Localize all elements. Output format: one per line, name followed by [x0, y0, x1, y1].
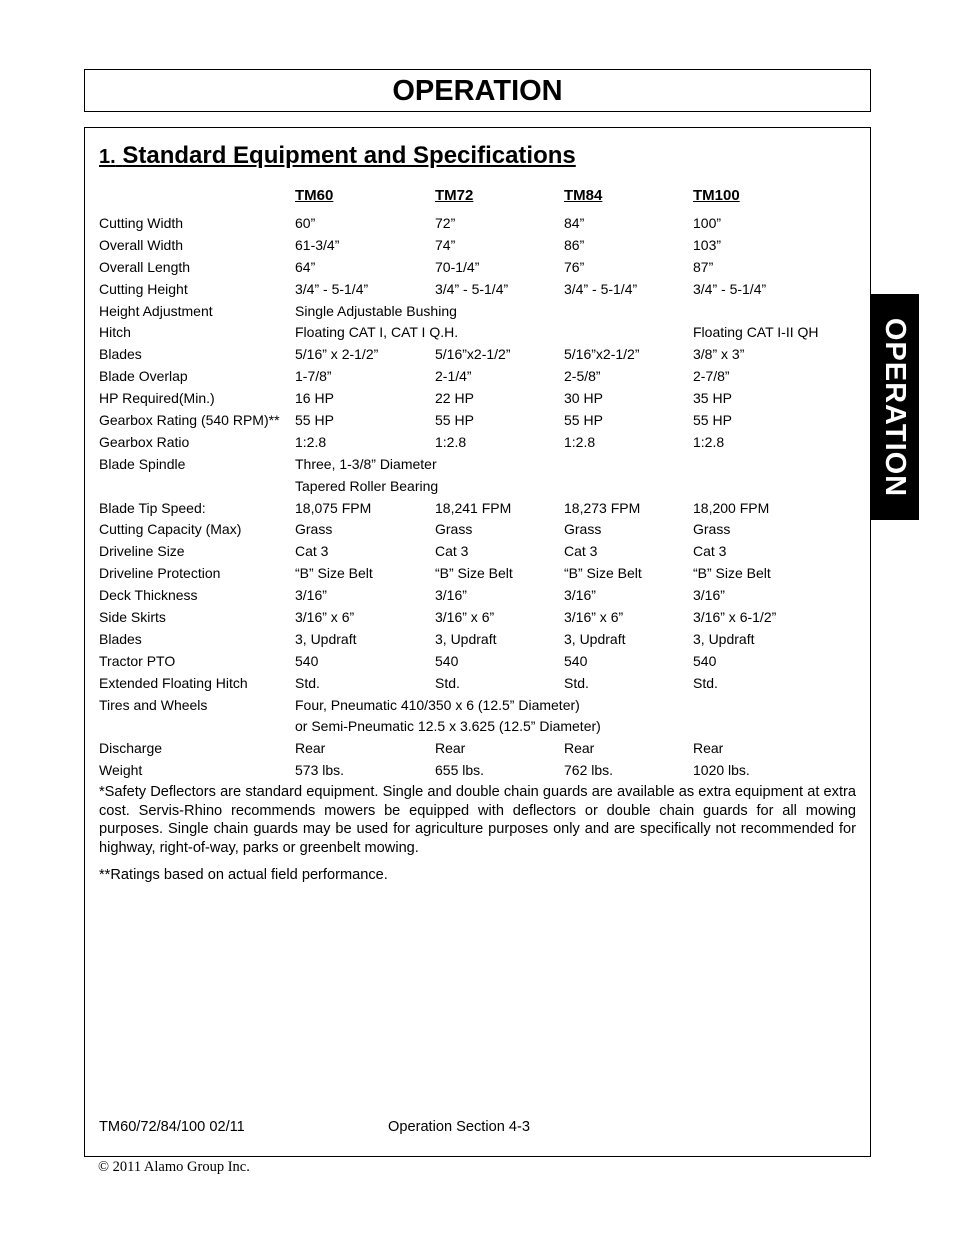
page-header-title: OPERATION: [392, 75, 563, 107]
spec-row: [85, 279, 870, 301]
spec-value-tm84: 3/4” - 5-1/4”: [564, 280, 638, 297]
spec-label: Blades: [99, 630, 142, 647]
spec-label: Blade Overlap: [99, 368, 188, 385]
spec-value-tm60: 3, Updraft: [295, 630, 357, 647]
spec-value-tm60: 60”: [295, 215, 316, 231]
spec-value-tm84: 76”: [564, 258, 585, 275]
spec-value-tm84: Cat 3: [564, 543, 598, 560]
spec-row: [85, 476, 870, 498]
spec-value-tm100: 1:2.8: [693, 433, 725, 450]
spec-value-tm72: 5/16”x2-1/2”: [435, 346, 511, 363]
spec-row: [85, 519, 870, 541]
spec-label: Blades: [99, 346, 142, 363]
spec-value-tm84: 86”: [564, 236, 585, 253]
spec-value-tm72: 3, Updraft: [435, 630, 497, 647]
spec-value-tm100: 1020 lbs.: [693, 762, 750, 779]
spec-value-tm72: 540: [435, 652, 459, 669]
spec-value-tm100: Cat 3: [693, 543, 727, 560]
spec-value-tm100: Std.: [693, 674, 718, 691]
spec-label: Blade Spindle: [99, 455, 186, 472]
spec-value-tm60: “B” Size Belt: [295, 565, 373, 582]
spec-label: Cutting Height: [99, 280, 188, 297]
spec-row: [85, 498, 870, 520]
spec-value-tm60: 3/4” - 5-1/4”: [295, 280, 369, 297]
spec-value-tm100: 3/4” - 5-1/4”: [693, 280, 767, 297]
spec-value-tm72: “B” Size Belt: [435, 565, 513, 582]
spec-label: Tires and Wheels: [99, 696, 208, 713]
spec-value-tm72: Grass: [435, 521, 473, 538]
spec-value-tm100: 2-7/8”: [693, 368, 730, 385]
spec-value-tm100: 18,200 FPM: [693, 499, 770, 516]
spec-row: [85, 366, 870, 388]
spec-value-tm60: 5/16” x 2-1/2”: [295, 346, 379, 363]
content-box: [84, 127, 871, 1157]
spec-value-tm72: Rear: [435, 740, 466, 757]
spec-value-tm100: Rear: [693, 740, 724, 757]
model-header-row: [85, 187, 870, 207]
spec-label: Extended Floating Hitch: [99, 674, 248, 691]
spec-label: Side Skirts: [99, 609, 166, 626]
spec-value-tm100: Grass: [693, 521, 731, 538]
spec-value-tm84: 540: [564, 652, 588, 669]
spec-value-tm72: 55 HP: [435, 412, 474, 429]
spec-row: [85, 563, 870, 585]
spec-value-tm100: 3/16” x 6-1/2”: [693, 609, 777, 626]
safety-note: *Safety Deflectors are standard equipment. Single and double chain guards are available as extra equipment at extra cost. Servis-Rhino recommends mowers be equipped with deflectors or double chain guards for all mowing purposes. Single chain guards may be used for agriculture purposes only and are specifically not recommended for highway, right-of-way, parks or greenbelt mowing.: [99, 784, 856, 856]
spec-value-tm84: 55 HP: [564, 412, 603, 429]
spec-row: [85, 629, 870, 651]
spec-value-tm100: 3/16”: [693, 587, 725, 604]
spec-row: [85, 607, 870, 629]
spec-value-tm100: 35 HP: [693, 390, 732, 407]
spec-label: Discharge: [99, 740, 163, 757]
spec-value-tm60: Floating CAT I, CAT I Q.H.: [295, 324, 459, 341]
spec-value-tm60: Std.: [295, 674, 320, 691]
spec-value-tm60: 1:2.8: [295, 433, 327, 450]
spec-label: Weight: [99, 762, 143, 779]
spec-label: Height Adjustment: [99, 302, 213, 319]
spec-value-tm84: “B” Size Belt: [564, 565, 642, 582]
spec-value-tm72: 3/4” - 5-1/4”: [435, 280, 509, 297]
spec-row: [85, 585, 870, 607]
spec-value-tm60: 61-3/4”: [295, 236, 340, 253]
spec-value-tm60: Rear: [295, 740, 326, 757]
spec-label: Blade Tip Speed:: [99, 499, 206, 516]
section-title-text: Standard Equipment and Specifications: [122, 142, 576, 169]
spec-value-tm100: 87”: [693, 258, 714, 275]
spec-value-tm60: Single Adjustable Bushing: [295, 302, 457, 319]
spec-value-tm72: 1:2.8: [435, 433, 467, 450]
spec-row: [85, 213, 870, 235]
spec-label: Cutting Width: [99, 215, 184, 231]
spec-label: Cutting Capacity (Max): [99, 521, 242, 538]
spec-value-tm72: 72”: [435, 215, 456, 231]
spec-value-tm84: 84”: [564, 215, 585, 231]
spec-row: [85, 695, 870, 717]
spec-value-tm100: “B” Size Belt: [693, 565, 771, 582]
footer-model-date: TM60/72/84/100 02/11: [99, 1119, 245, 1135]
spec-label: Gearbox Ratio: [99, 433, 190, 450]
spec-value-tm100: 3/8” x 3”: [693, 346, 745, 363]
spec-label: Driveline Protection: [99, 565, 221, 582]
spec-value-tm72: 18,241 FPM: [435, 499, 512, 516]
model-header: TM100: [693, 187, 740, 204]
spec-value-tm60: 16 HP: [295, 390, 334, 407]
spec-label: Gearbox Rating (540 RPM)**: [99, 412, 280, 429]
spec-value-tm60: or Semi-Pneumatic 12.5 x 3.625 (12.5” Diameter): [295, 718, 601, 735]
section-number: 1.: [99, 146, 116, 168]
spec-value-tm60: 1-7/8”: [295, 368, 332, 385]
model-header: TM60: [295, 187, 334, 204]
footer-page-ref: Operation Section 4-3: [388, 1119, 530, 1135]
spec-value-tm60: Four, Pneumatic 410/350 x 6 (12.5” Diameter): [295, 696, 580, 713]
spec-value-tm84: 5/16”x2-1/2”: [564, 346, 640, 363]
spec-value-tm60: Grass: [295, 521, 333, 538]
model-header: TM72: [435, 187, 474, 204]
copyright: © 2011 Alamo Group Inc.: [98, 1159, 250, 1175]
spec-value-tm72: 74”: [435, 236, 456, 253]
spec-value-tm84: 3, Updraft: [564, 630, 626, 647]
spec-value-tm72: 3/16”: [435, 587, 467, 604]
spec-value-tm72: Std.: [435, 674, 460, 691]
spec-value-tm72: 3/16” x 6”: [435, 609, 495, 626]
spec-row: [85, 541, 870, 563]
spec-row: [85, 344, 870, 366]
side-tab-label: OPERATION: [879, 317, 911, 497]
spec-row: [85, 760, 870, 782]
spec-value-tm100: 3, Updraft: [693, 630, 755, 647]
page-header: [84, 69, 871, 112]
spec-label: Overall Length: [99, 258, 191, 275]
spec-label: Driveline Size: [99, 543, 185, 560]
spec-label: Hitch: [99, 324, 131, 341]
spec-value-tm84: 30 HP: [564, 390, 603, 407]
spec-value-tm60: 64”: [295, 258, 316, 275]
spec-row: [85, 322, 870, 344]
spec-label: Deck Thickness: [99, 587, 198, 604]
spec-value-tm60: 55 HP: [295, 412, 334, 429]
spec-row: [85, 716, 870, 738]
spec-value-tm72: 22 HP: [435, 390, 474, 407]
spec-value-tm84: Std.: [564, 674, 589, 691]
spec-value-tm84: 3/16”: [564, 587, 596, 604]
spec-value-tm84: Rear: [564, 740, 595, 757]
spec-value-tm84: 2-5/8”: [564, 368, 601, 385]
spec-label: Overall Width: [99, 236, 184, 253]
spec-value-tm60: Cat 3: [295, 543, 329, 560]
spec-value-tm100: Floating CAT I-II QH: [693, 324, 819, 341]
spec-value-tm72: 70-1/4”: [435, 258, 480, 275]
spec-value-tm60: 18,075 FPM: [295, 499, 372, 516]
spec-row: [85, 673, 870, 695]
spec-value-tm84: 762 lbs.: [564, 762, 614, 779]
spec-label: HP Required(Min.): [99, 390, 215, 407]
notes: [99, 783, 856, 894]
spec-row: [85, 432, 870, 454]
spec-value-tm60: 3/16”: [295, 587, 327, 604]
spec-value-tm60: Three, 1-3/8” Diameter: [295, 455, 437, 472]
spec-value-tm100: 103”: [693, 236, 722, 253]
spec-row: [85, 257, 870, 279]
spec-row: [85, 454, 870, 476]
section-title: [99, 142, 576, 170]
ratings-note: **Ratings based on actual field performance.: [99, 867, 388, 884]
spec-value-tm72: Cat 3: [435, 543, 469, 560]
spec-value-tm84: 1:2.8: [564, 433, 596, 450]
model-header: TM84: [564, 187, 603, 204]
spec-value-tm60: Tapered Roller Bearing: [295, 477, 439, 494]
spec-value-tm100: 55 HP: [693, 412, 732, 429]
spec-value-tm84: Grass: [564, 521, 602, 538]
spec-value-tm100: 100”: [693, 215, 722, 231]
spec-value-tm60: 573 lbs.: [295, 762, 345, 779]
spec-value-tm84: 18,273 FPM: [564, 499, 641, 516]
spec-value-tm84: 3/16” x 6”: [564, 609, 624, 626]
spec-row: [85, 388, 870, 410]
spec-value-tm72: 655 lbs.: [435, 762, 485, 779]
spec-value-tm60: 3/16” x 6”: [295, 609, 355, 626]
spec-value-tm100: 540: [693, 652, 717, 669]
spec-row: [85, 235, 870, 257]
spec-row: [85, 301, 870, 323]
spec-value-tm72: 2-1/4”: [435, 368, 472, 385]
spec-label: Tractor PTO: [99, 652, 176, 669]
spec-row: [85, 738, 870, 760]
spec-value-tm60: 540: [295, 652, 319, 669]
spec-row: [85, 410, 870, 432]
spec-row: [85, 651, 870, 673]
section-side-tab: [870, 294, 919, 520]
specifications-table: [85, 213, 870, 782]
